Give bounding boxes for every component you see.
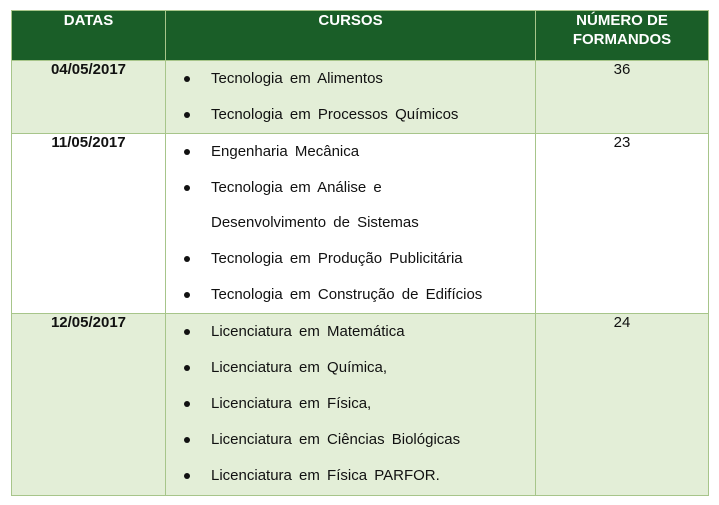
header-count xyxy=(536,11,709,61)
list-item: Tecnologia em Construção de Edifícios xyxy=(166,277,535,313)
course-list xyxy=(166,314,535,494)
course-list xyxy=(166,61,535,133)
list-item: Licenciatura em Ciências Biológicas xyxy=(166,422,535,458)
table-header xyxy=(12,11,709,61)
course-list xyxy=(166,134,535,313)
header-count-line1: NÚMERO DE xyxy=(576,12,668,29)
list-item: Tecnologia em Alimentos xyxy=(166,61,535,97)
row-courses xyxy=(166,134,536,314)
list-item: Tecnologia em Análise e Desenvolvimento de Sistemas xyxy=(166,170,461,241)
row-count: 24 xyxy=(536,314,709,496)
table-row xyxy=(12,314,709,496)
header-courses: CURSOS xyxy=(166,11,536,61)
list-item: Licenciatura em Química, xyxy=(166,350,535,386)
row-courses xyxy=(166,61,536,134)
graduation-table xyxy=(11,10,709,496)
list-item: Licenciatura em Física, xyxy=(166,386,535,422)
header-count-line2: FORMANDOS xyxy=(572,31,672,48)
row-count: 36 xyxy=(536,61,709,134)
list-item: Engenharia Mecânica xyxy=(166,134,535,170)
header-dates: DATAS xyxy=(12,11,166,61)
list-item: Licenciatura em Matemática xyxy=(166,314,535,350)
row-date: 11/05/2017 xyxy=(12,134,166,314)
row-count: 23 xyxy=(536,134,709,314)
list-item: Tecnologia em Produção Publicitária xyxy=(166,241,535,277)
row-date: 04/05/2017 xyxy=(12,61,166,134)
table-row xyxy=(12,61,709,134)
row-date: 12/05/2017 xyxy=(12,314,166,496)
list-item: Tecnologia em Processos Químicos xyxy=(166,97,535,133)
row-courses xyxy=(166,314,536,496)
list-item: Licenciatura em Física PARFOR. xyxy=(166,458,535,494)
table-row xyxy=(12,134,709,314)
